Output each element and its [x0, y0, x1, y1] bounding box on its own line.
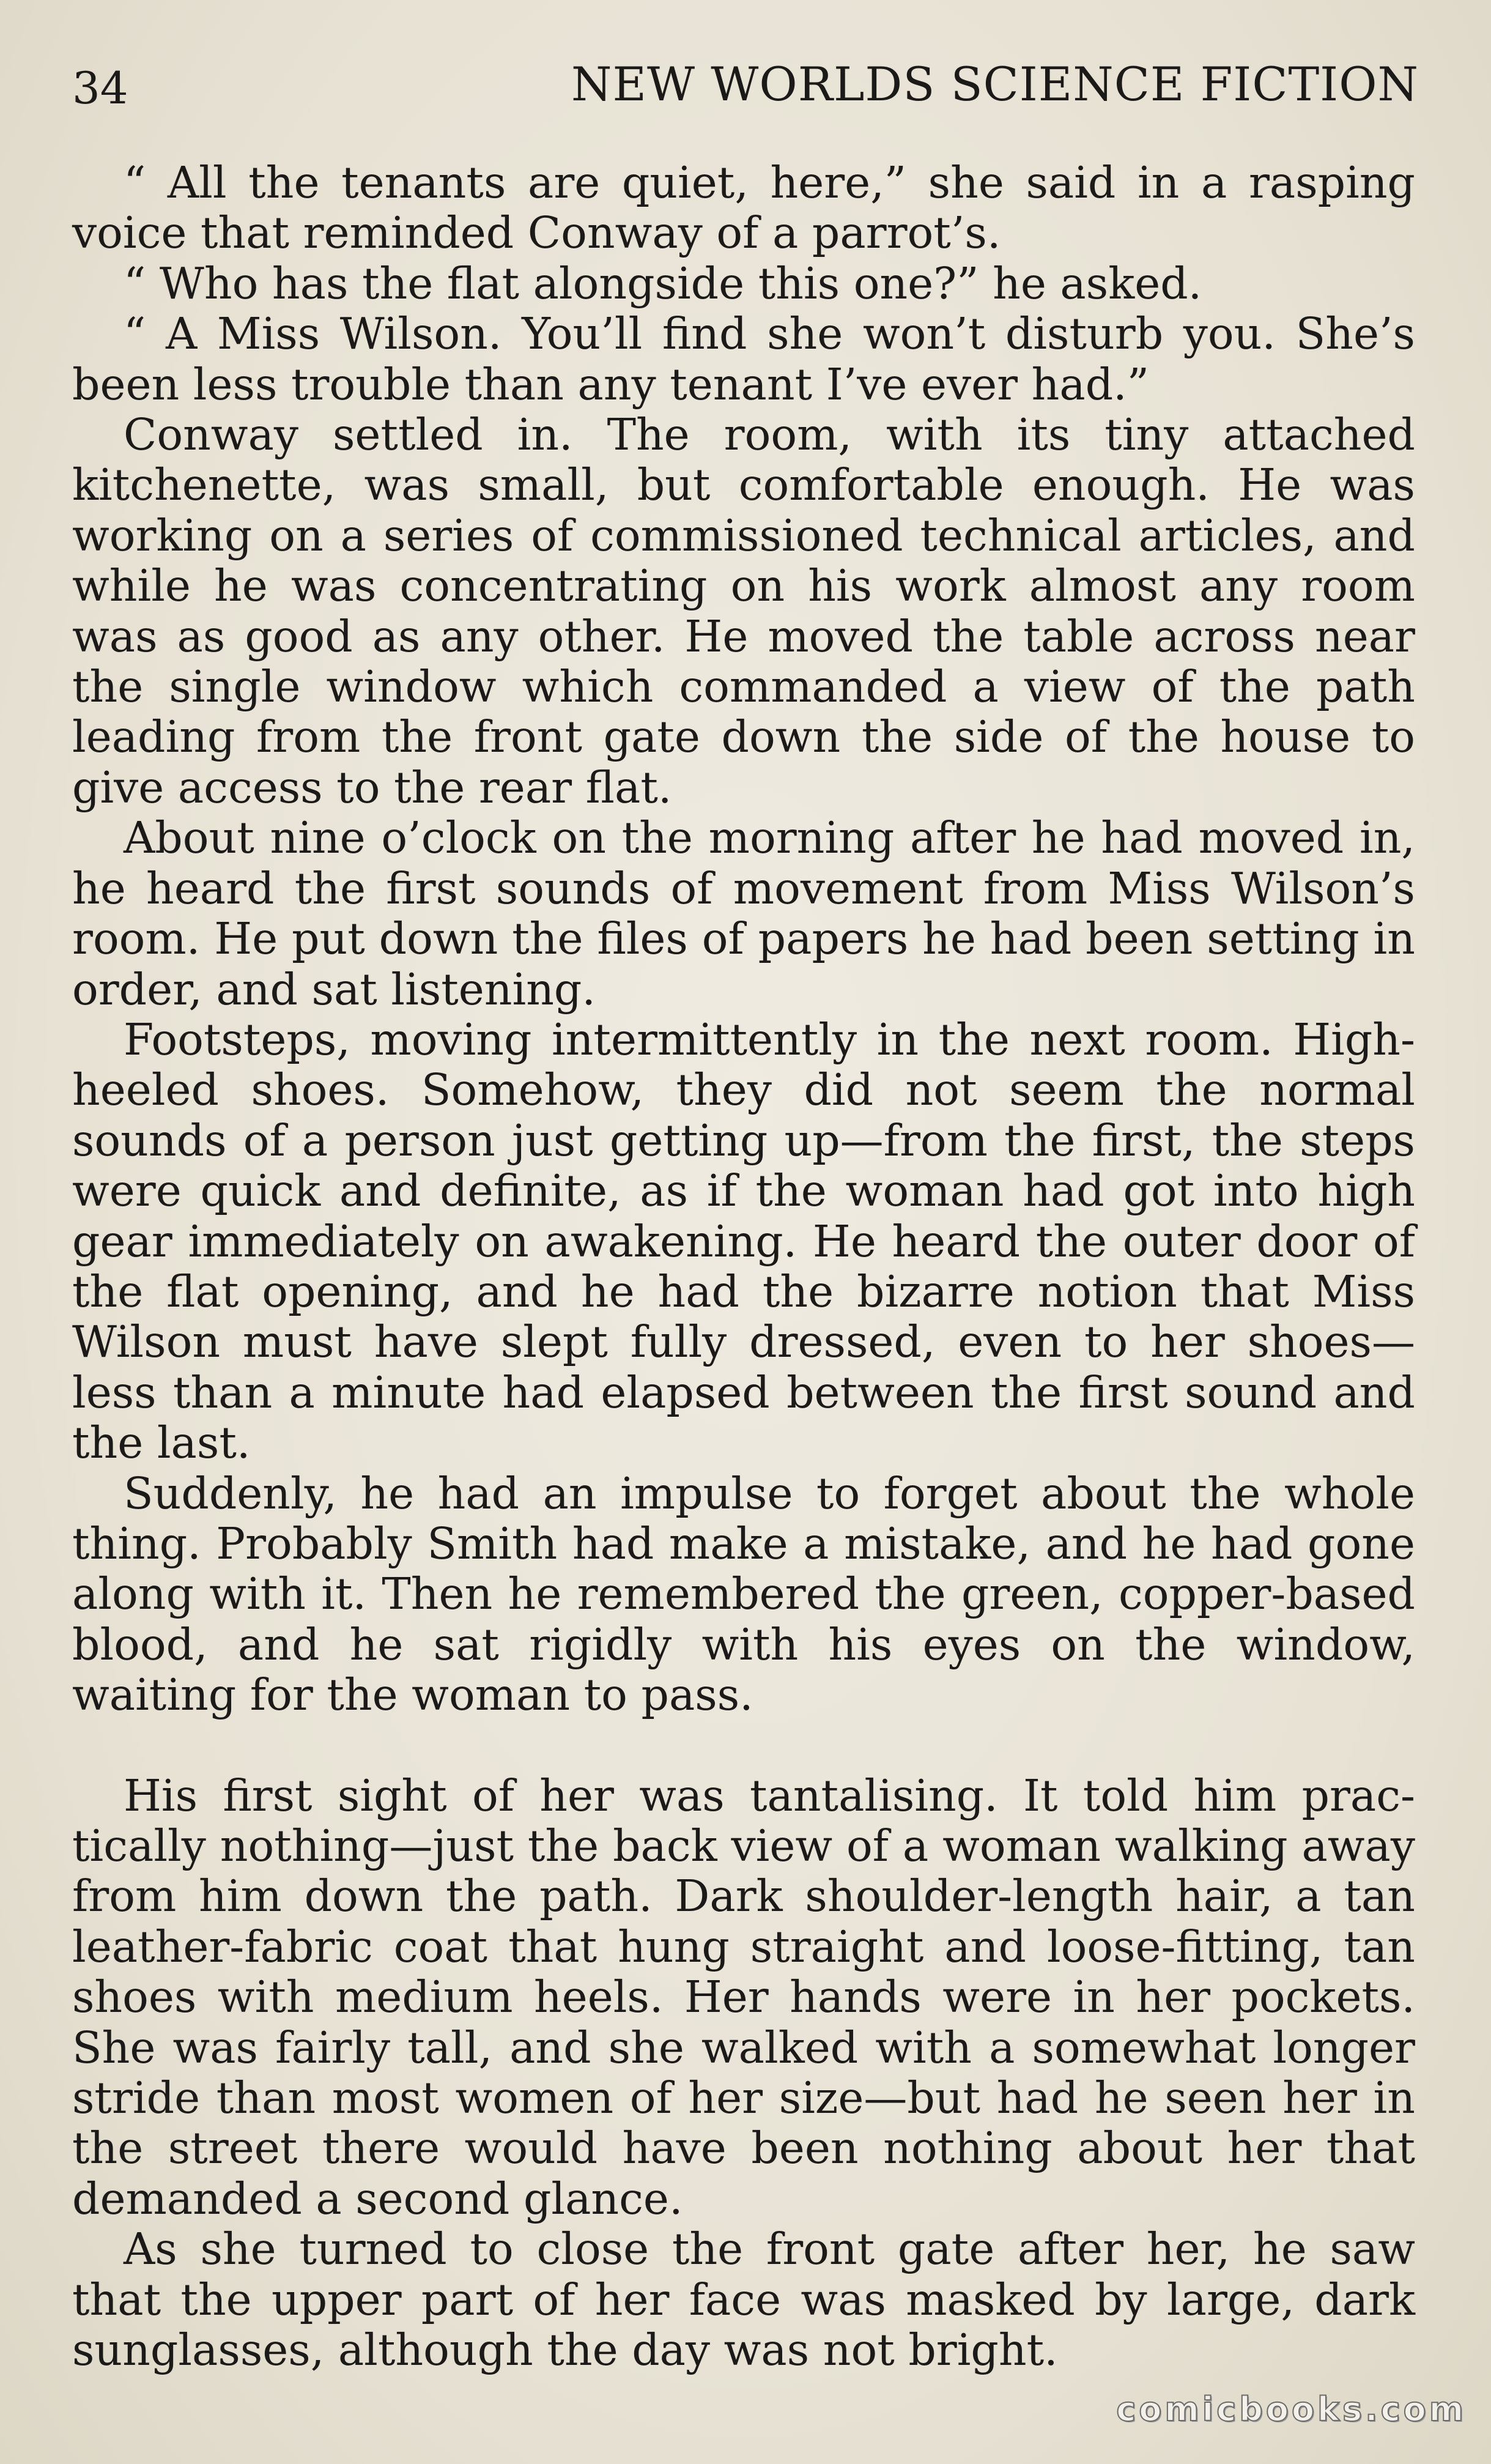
paragraph: “ Who has the flat alongside this one?” he asked.	[124, 258, 1202, 309]
paragraph: His first sight of her was tantalising. It told him practically nothing—just the back view of a woman walking away from him down the path. Dark shoulder-length hair, a tan leather-fabric coat that hung straight and loose-fitting, tan shoes with medium heels. Her hands were in her pockets. She was fairly tall, and she walked with a somewhat longer stride than most women of her size—but had he seen her in the street there would have been nothing about her that demanded a second glance.	[72, 1770, 1415, 2224]
body-text	[72, 158, 1415, 2375]
paragraph: Conway settled in. The room, with its tiny attached kitchenette, was small, but comfortable enough. He was working on a series of commissioned technical articles, and while he was concentrating on his work almost any room was as good as any other. He moved the table across near the single window which commanded a view of the path leading from the front gate down the side of the house to give access to the rear flat.	[72, 409, 1415, 813]
page-number: 34	[72, 62, 128, 114]
paragraph: Footsteps, moving intermittently in the next room. High-heeled shoes. Somehow, they did not seem the normal sounds of a person just getting up—from the first, the steps were quick and definite, as if the woman had got into high gear immediately on awakening. He heard the outer door of the flat opening, and he had the bizarre notion that Miss Wilson must have slept fully dressed, even to her shoes—less than a minute had elapsed between the first sound and the last.	[72, 1014, 1415, 1469]
site-watermark: comicbooks.com	[1116, 2390, 1467, 2429]
paragraph: About nine o’clock on the morning after he had moved in, he heard the first sounds of movement from Miss Wilson’s room. He put down the files of papers he had been setting in order, and sat listening.	[72, 812, 1415, 1015]
paragraph: As she turned to close the front gate after her, he saw that the upper part of her face was masked by large, dark sunglasses, although the day was not bright.	[72, 2224, 1415, 2376]
paragraph: “ A Miss Wilson. You’ll find she won’t disturb you. She’s been less trouble than any tenant I’ve ever had.”	[72, 308, 1415, 410]
running-head: NEW WORLDS SCIENCE FICTION	[571, 57, 1419, 111]
paragraph: “ All the tenants are quiet, here,” she said in a rasping voice that reminded Conway of a parrot’s.	[72, 157, 1415, 259]
paragraph: Suddenly, he had an impulse to forget about the whole thing. Probably Smith had make a mistake, and he had gone along with it. Then he remembered the green, copper-based blood, and he sat rigidly with his eyes on the window, waiting for the woman to pass.	[72, 1468, 1415, 1721]
page-header	[72, 54, 1419, 115]
